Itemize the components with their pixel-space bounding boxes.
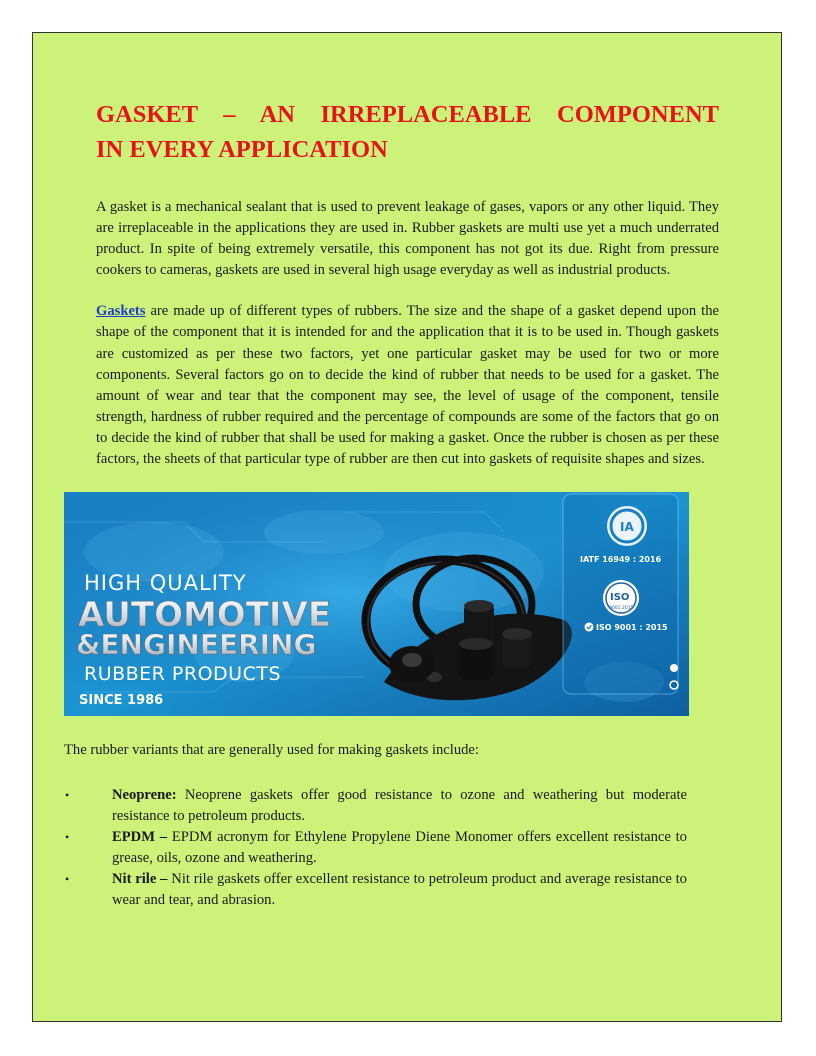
gaskets-link[interactable]: Gaskets xyxy=(96,303,146,320)
check-icon xyxy=(585,623,594,632)
title-line-2: IN EVERY APPLICATION xyxy=(96,136,388,163)
list-item xyxy=(64,785,687,827)
iso-badge-label: ISO xyxy=(610,592,630,603)
page-title xyxy=(96,97,719,167)
svg-text:IA: IA xyxy=(620,520,634,534)
banner-line-automotive: AUTOMOTIVE xyxy=(78,595,332,635)
variant-name: EPDM – xyxy=(112,829,168,846)
paragraph-gaskets xyxy=(96,301,719,470)
banner-line-high-quality: HIGH QUALITY xyxy=(84,571,247,595)
banner-line-rubber-products: RUBBER PRODUCTS xyxy=(84,663,282,685)
list-bullet: • xyxy=(65,788,70,802)
variant-name: Neoprene: xyxy=(112,787,177,803)
rubber-variants-list xyxy=(64,785,687,912)
iso-badge-sublabel: 9001:2015 xyxy=(609,606,634,611)
list-bullet: • xyxy=(65,830,70,845)
variant-name: Nit rile – xyxy=(112,871,168,888)
product-banner xyxy=(64,492,689,716)
iso-badge-icon xyxy=(603,580,639,616)
cert-iatf-text: IATF 16949 : 2016 xyxy=(580,555,662,564)
variants-intro: The rubber variants that are generally used for making gaskets include: xyxy=(64,742,479,758)
banner-line-engineering: &ENGINEERING xyxy=(76,628,317,661)
list-item xyxy=(64,827,687,869)
paragraph-gaskets-text: are made up of different types of rubbers. The size and the shape of a gasket depend upon the shape of the component that it is intended for and the application that it is to be used in. Though gaskets are customized as per these two factors, yet one particular gasket may be used for two or more components. Several factors go on to decide the kind of rubber that needs to be used for a gasket. The amount of wear and tear that the component may see, the level of usage of the component, tensile strength, hardness of rubber required and the percentage of compounds are some of the factors that go on to decide the kind of rubber that shall be used for making a gasket. Once the rubber is chosen as per these factors, the sheets of that particular type of rubber are then cut into gaskets of requisite shapes and sizes. xyxy=(96,303,719,468)
iatf-logo-icon xyxy=(607,506,647,546)
variant-description: Nit rile gaskets offer excellent resistance to petroleum product and average resistance to wear and tear, and abrasion. xyxy=(112,871,687,909)
banner-line-since: SINCE 1986 xyxy=(79,693,164,708)
document-content xyxy=(96,97,719,470)
paragraph-intro: A gasket is a mechanical sealant that is used to prevent leakage of gases, vapors or any other liquid. They are irreplaceable in the applications they are used in. Rubber gaskets are multi use yet a much underrated product. In spite of being extremely versatile, this component has not got its due. Right from pressure cookers to cameras, gaskets are used in several high usage everyday as well as industrial products. xyxy=(96,199,719,279)
title-line-1: GASKET – AN IRREPLACEABLE COMPONENT xyxy=(96,101,719,128)
list-bullet: • xyxy=(65,872,70,887)
list-item xyxy=(64,869,687,911)
cert-iso-text: ISO 9001 : 2015 xyxy=(596,623,668,632)
variant-description: Neoprene gaskets offer good resistance to ozone and weathering but moderate resistance to petroleum products. xyxy=(112,787,687,825)
variant-description: EPDM acronym for Ethylene Propylene Diene Monomer offers excellent resistance to grease, oils, ozone and weathering. xyxy=(112,829,687,867)
carousel-dot-active[interactable] xyxy=(670,664,678,672)
certification-panel xyxy=(563,494,678,694)
